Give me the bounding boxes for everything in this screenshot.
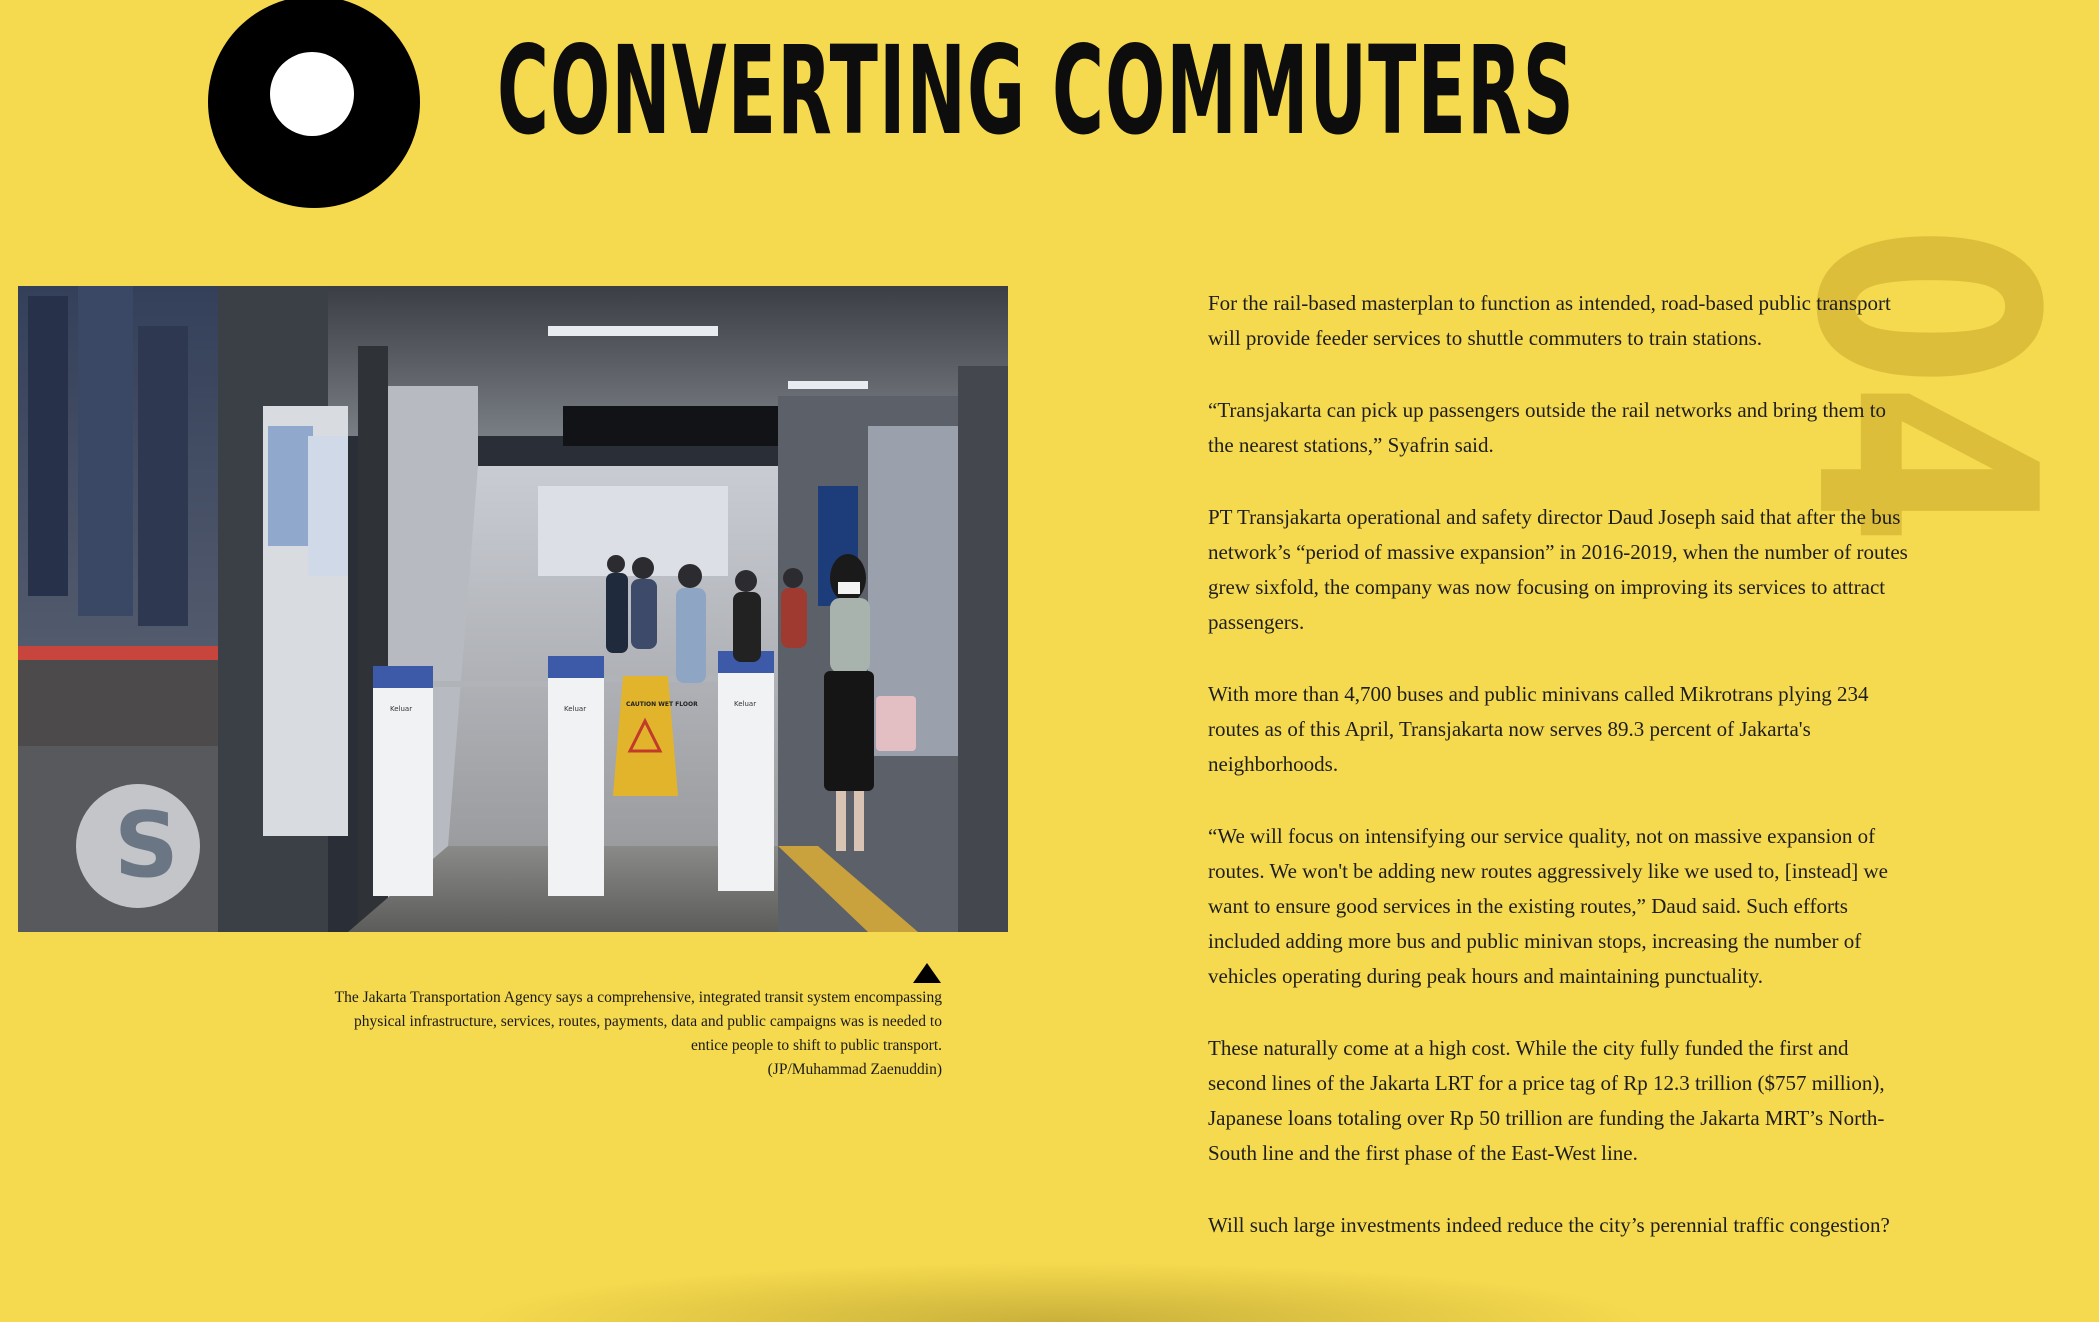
triangle-up-icon: [913, 963, 941, 983]
ring-bullet-icon: [208, 0, 420, 208]
gate-exit-label: Keluar: [734, 700, 757, 708]
article-paragraph: Will such large investments indeed reduce the city’s perennial traffic congestion?: [1208, 1213, 1890, 1237]
article-paragraph: For the rail-based masterplan to function as intended, road-based public transport will provide feeder services to shuttle commuters to train stations.: [1208, 291, 1891, 350]
bottom-shadow: [470, 1262, 1650, 1322]
article-paragraph: These naturally come at a high cost. While the city fully funded the first and second lines of the Jakarta LRT for a price tag of Rp 12.3 trillion ($757 million), Japanese loans totaling over Rp 50 trillion are funding the Jakarta MRT’s North-South line and the first phase of the East-West line.: [1208, 1036, 1885, 1165]
photo-illustration: [18, 286, 1008, 932]
ring-bullet-center: [270, 52, 354, 136]
gate-exit-label: Keluar: [390, 705, 413, 713]
gate-exit-label: Keluar: [564, 705, 587, 713]
caution-sign-label: CAUTION WET FLOOR: [626, 701, 698, 708]
section-title: CONVERTING COMMUTERS: [497, 20, 1575, 162]
article-photo: [18, 286, 1008, 932]
article-paragraph: “We will focus on intensifying our service quality, not on massive expansion of routes. We won't be adding new routes aggressively like we used to, [instead] we want to ensure good services in the existing routes,” Daud said. Such efforts included adding more bus and public minivan stops, increasing the number of vehicles operating during peak hours and maintaining punctuality.: [1208, 824, 1888, 988]
photo-caption: [330, 986, 942, 1082]
article-body: [1208, 286, 1908, 1280]
svg-text:S: S: [114, 793, 179, 898]
article-paragraph: With more than 4,700 buses and public minivans called Mikrotrans plying 234 routes as of this April, Transjakarta now serves 89.3 percent of Jakarta's neighborhoods.: [1208, 682, 1869, 776]
photo-credit: (JP/Muhammad Zaenuddin): [767, 1061, 942, 1078]
chapter-number-text: 04: [1750, 225, 2099, 542]
article-paragraph: PT Transjakarta operational and safety director Daud Joseph said that after the bus network’s “period of massive expansion” in 2016-2019, when the number of routes grew sixfold, the company was now focusing on improving its services to attract passengers.: [1208, 505, 1908, 634]
article-paragraph: “Transjakarta can pick up passengers outside the rail networks and bring them to the nearest stations,” Syafrin said.: [1208, 398, 1887, 457]
photo-caption-text: The Jakarta Transportation Agency says a comprehensive, integrated transit system encompassing physical infrastructure, services, routes, payments, data and public campaigns was is needed to entice people to shift to public transport.: [334, 989, 942, 1054]
